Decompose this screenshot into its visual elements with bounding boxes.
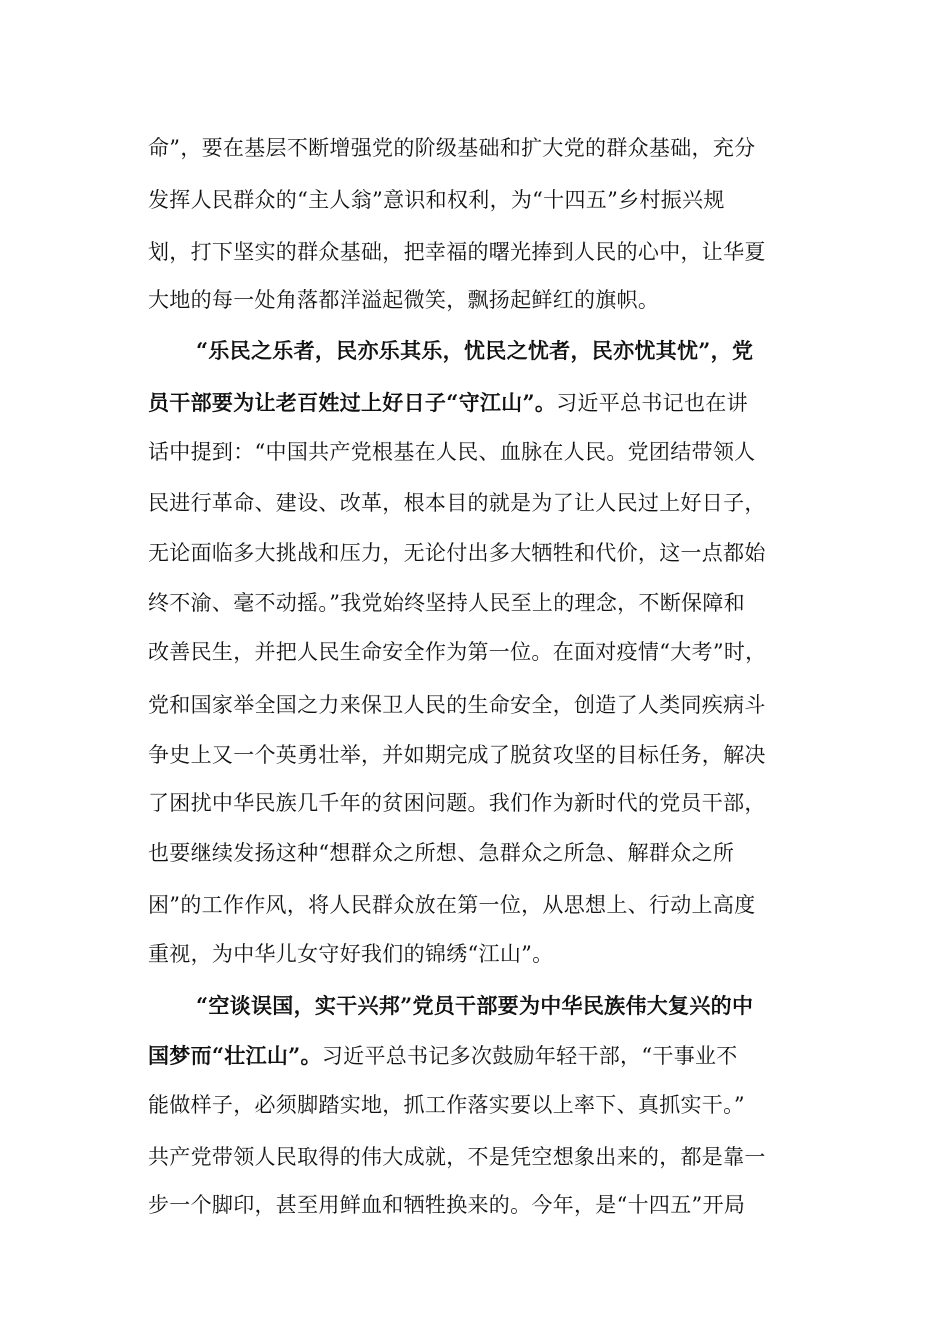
text-line: 民进行革命、建设、改革，根本目的就是为了让人民过上好日子， — [148, 491, 766, 515]
text-line: 党和国家举全国之力来保卫人民的生命安全，创造了人类同疾病斗 — [148, 693, 766, 717]
text-line: 困”的工作作风，将人民群众放在第一位，从思想上、行动上高度 — [148, 893, 756, 917]
text-line: 争史上又一个英勇壮举，并如期完成了脱贫攻坚的目标任务，解决 — [148, 743, 766, 767]
text-line: 划，打下坚实的群众基础，把幸福的曙光捧到人民的心中，让华夏 — [148, 240, 766, 264]
text-line: 步一个脚印，甚至用鲜血和牺牲换来的。今年，是“十四五”开局 — [148, 1193, 746, 1217]
text-line: 也要继续发扬这种“想群众之所想、急群众之所急、解群众之所 — [148, 841, 735, 865]
text-line: 了困扰中华民族几千年的贫困问题。我们作为新时代的党员干部， — [148, 791, 766, 815]
text-line: 共产党带领人民取得的伟大成就，不是凭空想象出来的，都是靠一 — [148, 1145, 766, 1169]
paragraph-heading-line: “空谈误国，实干兴邦”党员干部要为中华民族伟大复兴的中 — [196, 993, 754, 1018]
text-line: 大地的每一处角落都洋溢起微笑，飘扬起鲜红的旗帜。 — [148, 288, 660, 312]
paragraph-heading-line: “乐民之乐者，民亦乐其乐，忧民之忧者，民亦忧其忧”，党 — [196, 338, 754, 363]
text-line: 发挥人民群众的“主人翁”意识和权利，为“十四五”乡村振兴规 — [148, 188, 725, 212]
text-line: 国梦而“壮江山”。习近平总书记多次鼓励年轻干部，“干事业不 — [148, 1043, 738, 1068]
text-line: 能做样子，必须脚踏实地，抓工作落实要以上率下、真抓实干。” — [148, 1093, 745, 1117]
text-line: 改善民生，并把人民生命安全作为第一位。在面对疫情“大考”时， — [148, 640, 767, 664]
text-line: 话中提到：“中国共产党根基在人民、血脉在人民。党团结带领人 — [148, 440, 756, 464]
text-line: 命”，要在基层不断增强党的阶级基础和扩大党的群众基础，充分 — [148, 136, 756, 160]
text-line: 终不渝、毫不动摇。”我党始终坚持人民至上的理念，不断保障和 — [148, 591, 745, 615]
text-line: 无论面临多大挑战和压力，无论付出多大牺牲和代价，这一点都始 — [148, 541, 766, 565]
text-line: 员干部要为让老百姓过上好日子“守江山”。习近平总书记也在讲 — [148, 390, 748, 415]
text-line: 重视，为中华儿女守好我们的锦绣“江山”。 — [148, 942, 554, 966]
